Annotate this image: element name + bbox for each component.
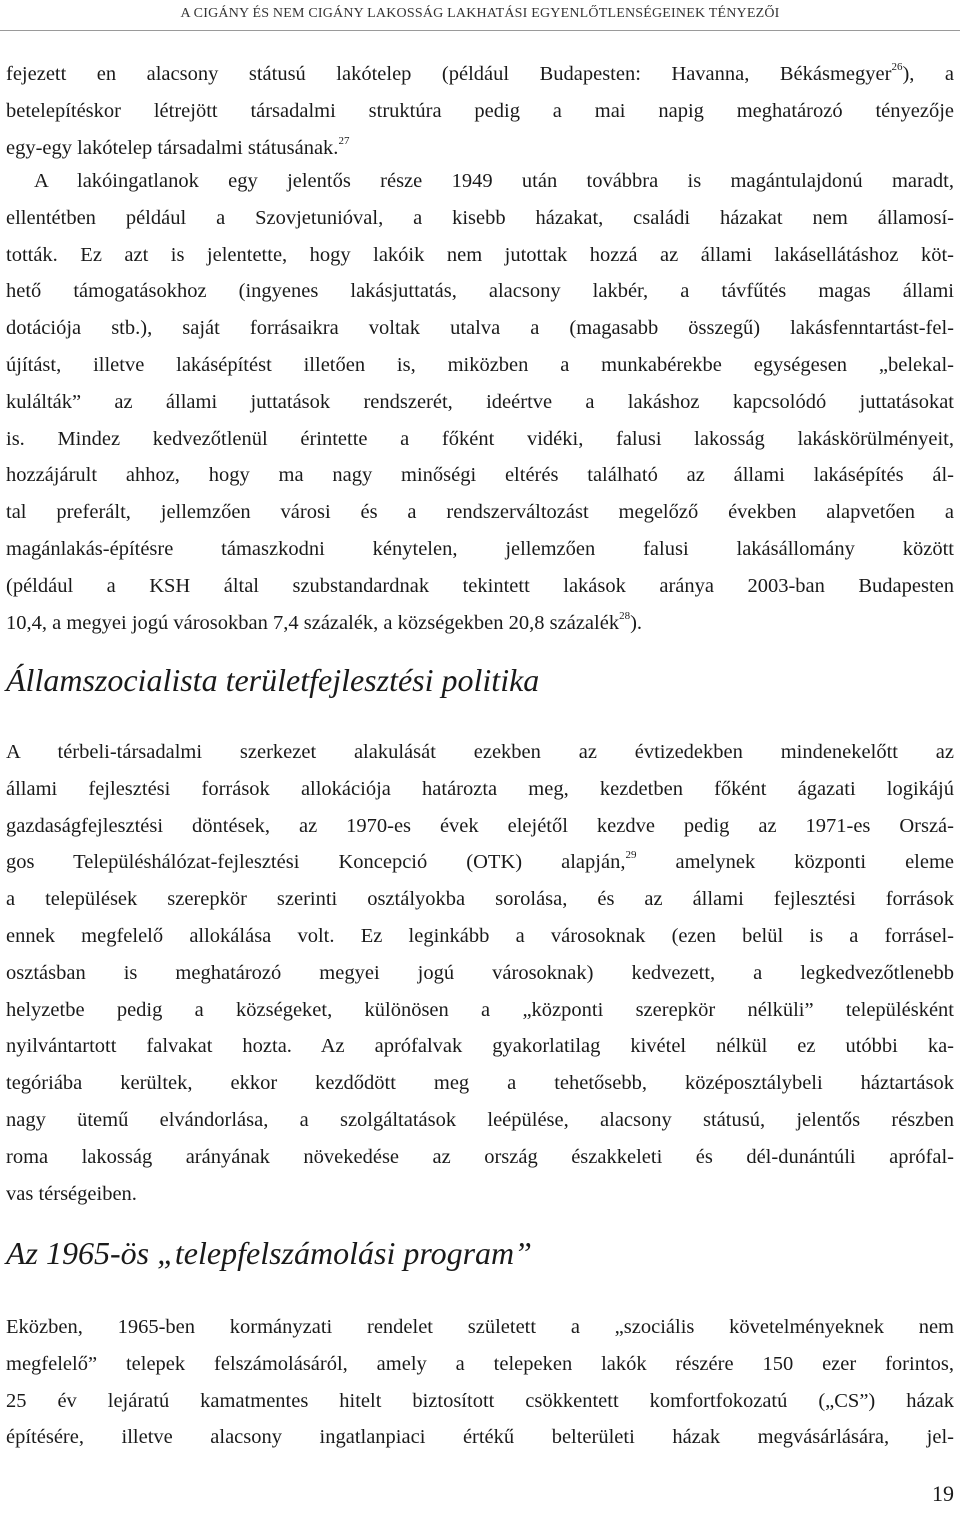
page-number: 19 bbox=[932, 1481, 954, 1506]
text-span: ). bbox=[630, 611, 643, 634]
text-line: újítást, illetve lakásépítést illetően is, miközben a munkabérekbe egységesen „belekal- bbox=[6, 353, 954, 376]
text-span: 10,4, a megyei jogú városokban 7,4 százalék, a községekben 20,8 százalék bbox=[6, 611, 620, 634]
text-line: hető támogatásokhoz (ingyenes lakásjuttatás, alacsony lakbér, a távfűtés magas állami bbox=[6, 280, 954, 303]
paragraph-3 bbox=[6, 734, 954, 1212]
text-line bbox=[6, 605, 954, 642]
text-line bbox=[6, 130, 954, 167]
text-span: ), a bbox=[902, 63, 954, 85]
text-span: fejezett en alacsony státusú lakótelep (például Budapesten: Havanna, Békásmegyer bbox=[6, 63, 892, 85]
text-line: 25 év lejáratú kamatmentes hitelt biztosított csökkentett komfortfokozatú („CS”) házak bbox=[6, 1389, 954, 1412]
text-line: tegóriába kerültek, ekkor kezdődött meg a tehetősebb, középosztálybeli háztartások bbox=[6, 1072, 954, 1095]
text-line: állami fejlesztési források allokációja határozta meg, kezdetben főként ágazati logikájú bbox=[6, 777, 954, 800]
running-header: A CIGÁNY ÉS NEM CIGÁNY LAKOSSÁG LAKHATÁSI EGYENLŐTLENSÉGEINEK TÉNYEZŐI bbox=[180, 6, 780, 21]
text-line: megfelelő” telepek felszámolásáról, amely a telepeken lakók részére 150 ezer forintos, bbox=[6, 1352, 954, 1375]
text-line: A térbeli-társadalmi szerkezet alakulását ezekben az évtizedekben mindenekelőtt az bbox=[6, 741, 954, 763]
text-line: vas térségeiben. bbox=[6, 1182, 137, 1205]
text-line bbox=[6, 844, 954, 881]
text-line: nagy ütemű elvándorlása, a szolgáltatások leépülése, alacsony státusú, jelentős részben bbox=[6, 1108, 954, 1131]
text-line: A lakóingatlanok egy jelentős része 1949 után továbbra is magántulajdonú maradt, bbox=[34, 170, 954, 192]
text-line: ellentétben például a Szovjetunióval, a kisebb házakat, családi házakat nem államosí- bbox=[6, 206, 954, 229]
text-line: hozzájárult ahhoz, hogy ma nagy minőségi eltérés található az állami lakásépítés ál- bbox=[6, 464, 954, 487]
text-line: Eközben, 1965-ben kormányzati rendelet született a „szociális követelményeknek nem bbox=[6, 1316, 954, 1338]
paragraph-1 bbox=[6, 56, 954, 166]
text-line: építésére, illetve alacsony ingatlanpiaci értékű belterületi házak megvásárlására, jel- bbox=[6, 1426, 954, 1449]
section-heading: Államszocialista területfejlesztési politika bbox=[6, 662, 540, 698]
footnote-ref-27[interactable]: 27 bbox=[338, 134, 350, 147]
text-line: gazdaságfejlesztési döntések, az 1970-es évek elejétől kezdve pedig az 1971-es Orszá- bbox=[6, 814, 954, 837]
paragraph-4 bbox=[6, 1309, 954, 1456]
text-line: betelepítéskor létrejött társadalmi struktúra pedig a mai napig meghatározó tényezője bbox=[6, 99, 954, 122]
text-span: gos Településhálózat-fejlesztési Koncepció (OTK) alapján, bbox=[6, 851, 626, 874]
text-span: egy-egy lakótelep társadalmi státusának. bbox=[6, 136, 339, 159]
text-line: helyzetbe pedig a községeket, különösen a „központi szerepkör nélküli” településként bbox=[6, 998, 954, 1021]
text-line: tották. Ez azt is jelentette, hogy lakóik nem jutottak hozzá az állami lakásellátáshoz köt- bbox=[6, 243, 954, 266]
text-line: kulálták” az állami juttatások rendszerét, ideértve a lakáshoz kapcsolódó juttatásokat bbox=[6, 390, 954, 413]
text-line: nyilvántartott falvakat hozta. Az aprófalvak gyakorlatilag kivétel nélkül ez utóbbi ka- bbox=[6, 1035, 954, 1058]
text-line: ennek megfelelő allokálása volt. Ez leginkább a városoknak (ezen belül is a forrásel- bbox=[6, 924, 954, 947]
text-line: dotációja stb.), saját forrásaikra voltak utalva a (magasabb összegű) lakásfenntartást-fel- bbox=[6, 317, 954, 340]
text-line: is. Mindez kedvezőtlenül érintette a főként vidéki, falusi lakosság lakáskörülményeit, bbox=[6, 427, 954, 450]
footnote-ref-26[interactable]: 26 bbox=[891, 61, 903, 73]
text-line: roma lakosság arányának növekedése az ország északkeleti és dél-dunántúli aprófal- bbox=[6, 1145, 954, 1168]
footnote-ref-28[interactable]: 28 bbox=[619, 609, 631, 622]
text-line: a települések szerepkör szerinti osztályokba sorolása, és az állami fejlesztési források bbox=[6, 888, 954, 911]
text-line: (például a KSH által szubstandardnak tekintett lakások aránya 2003-ban Budapesten bbox=[6, 574, 954, 597]
text-line: osztásban is meghatározó megyei jogú városoknak) kedvezett, a legkedvezőtlenebb bbox=[6, 961, 954, 984]
footnote-ref-29[interactable]: 29 bbox=[625, 849, 637, 862]
header-rule bbox=[0, 30, 960, 31]
paragraph-2 bbox=[6, 163, 954, 641]
section-heading: Az 1965-ös „telepfelszámolási program” bbox=[6, 1235, 532, 1271]
text-line bbox=[6, 56, 954, 93]
text-span: amelynek központi eleme bbox=[636, 851, 954, 874]
text-line: tal preferált, jellemzően városi és a rendszerváltozást megelőző években alapvetően a bbox=[6, 501, 954, 524]
text-line: magánlakás-építésre támaszkodni kénytelen, jellemzően falusi lakásállomány között bbox=[6, 537, 954, 560]
